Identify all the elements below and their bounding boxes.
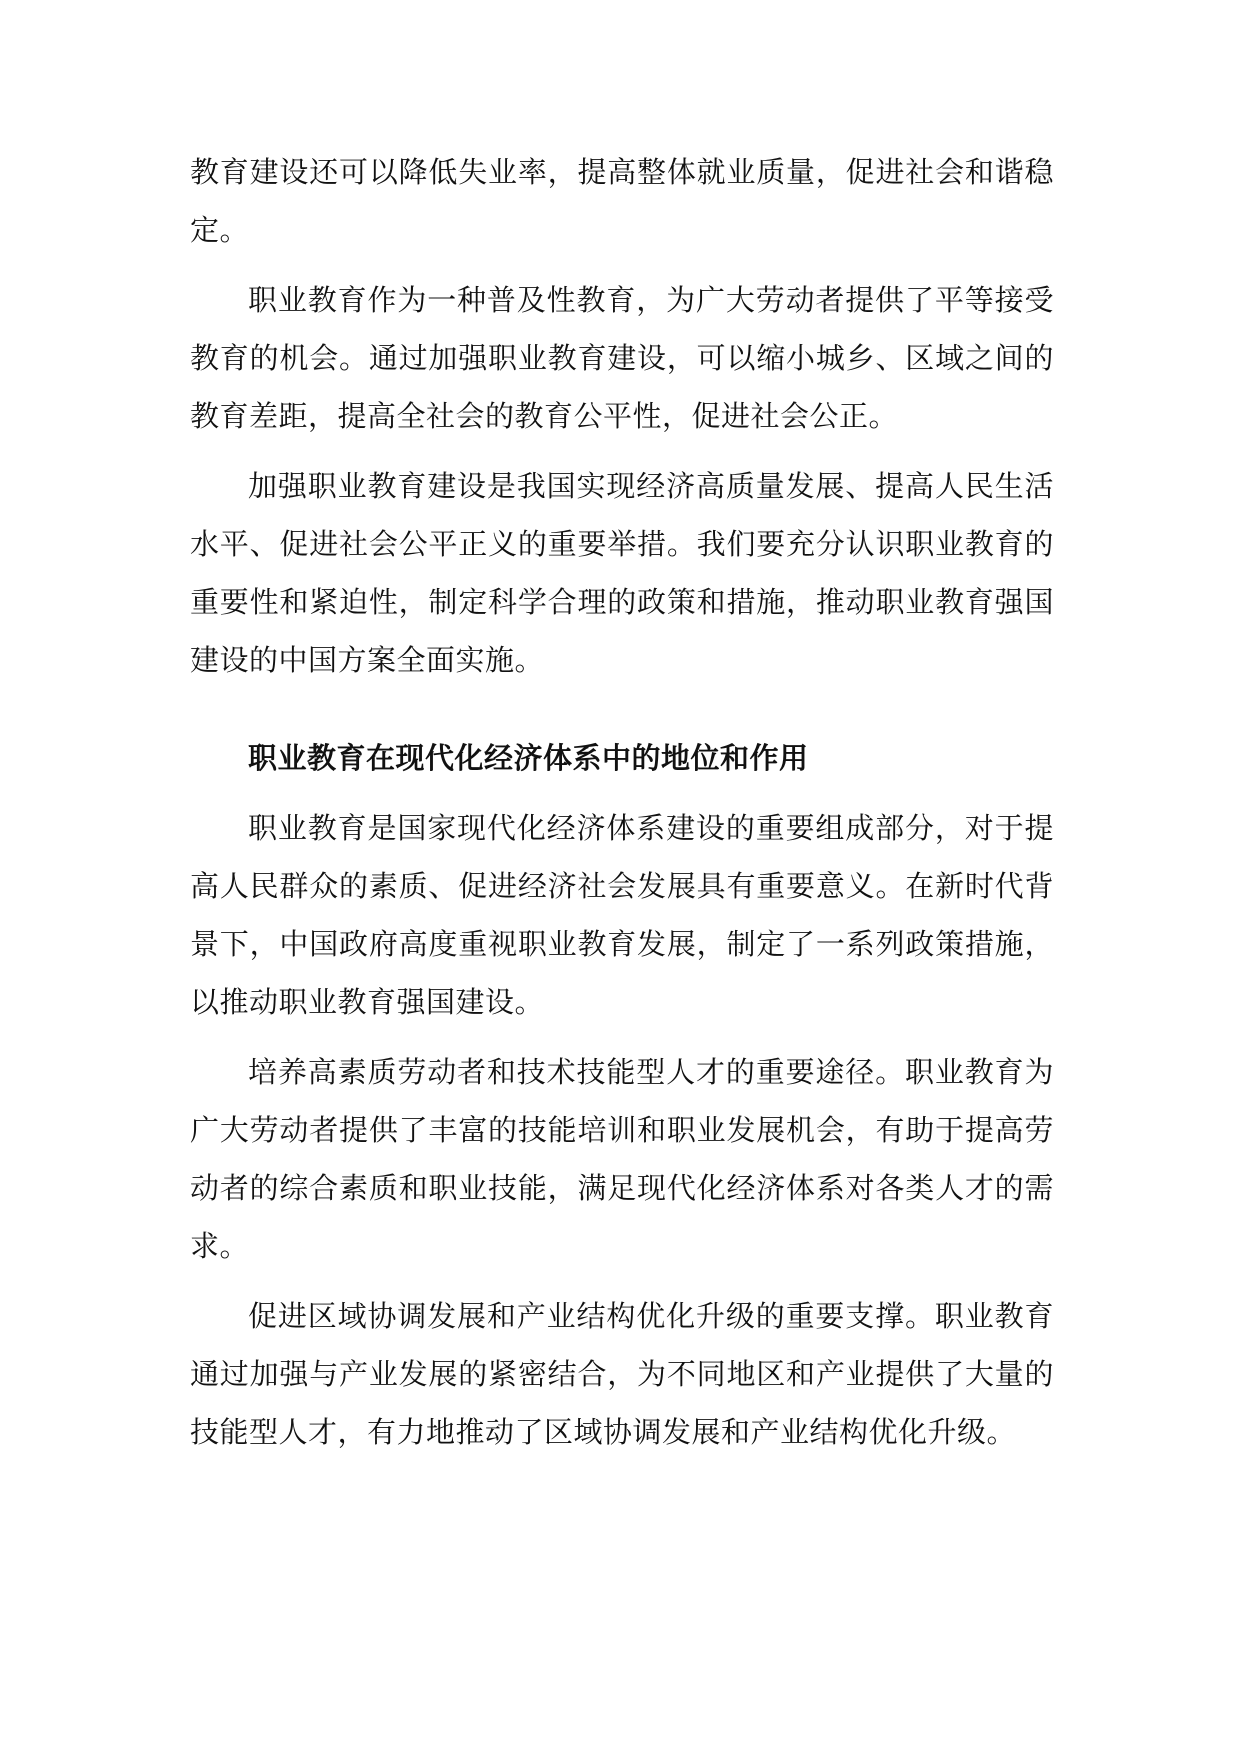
document-body — [190, 143, 1054, 1473]
paragraph-strengthen-vocational: 加强职业教育建设是我国实现经济高质量发展、提高人民生活水平、促进社会公平正义的重要举措。我们要充分认识职业教育的重要性和紧迫性，制定科学合理的政策和措施，推动职业教育强国建设的中国方案全面实施。 — [190, 469, 1054, 677]
paragraph-regional-development: 促进区域协调发展和产业结构优化升级的重要支撑。职业教育通过加强与产业发展的紧密结合，为不同地区和产业提供了大量的技能型人才，有力地推动了区域协调发展和产业结构优化升级。 — [190, 1299, 1054, 1449]
section-heading: 职业教育在现代化经济体系中的地位和作用 — [248, 741, 809, 775]
paragraph-modern-economy: 职业教育是国家现代化经济体系建设的重要组成部分，对于提高人民群众的素质、促进经济社会发展具有重要意义。在新时代背景下，中国政府高度重视职业教育发展，制定了一系列政策措施，以推动职业教育强国建设。 — [190, 811, 1054, 1019]
paragraph-talent-cultivation: 培养高素质劳动者和技术技能型人才的重要途径。职业教育为广大劳动者提供了丰富的技能培训和职业发展机会，有助于提高劳动者的综合素质和职业技能，满足现代化经济体系对各类人才的需求。 — [190, 1055, 1054, 1263]
paragraph-education-equity: 职业教育作为一种普及性教育，为广大劳动者提供了平等接受教育的机会。通过加强职业教育建设，可以缩小城乡、区域之间的教育差距，提高全社会的教育公平性，促进社会公正。 — [190, 283, 1054, 433]
paragraph-continued: 教育建设还可以降低失业率，提高整体就业质量，促进社会和谐稳定。 — [190, 155, 1054, 247]
